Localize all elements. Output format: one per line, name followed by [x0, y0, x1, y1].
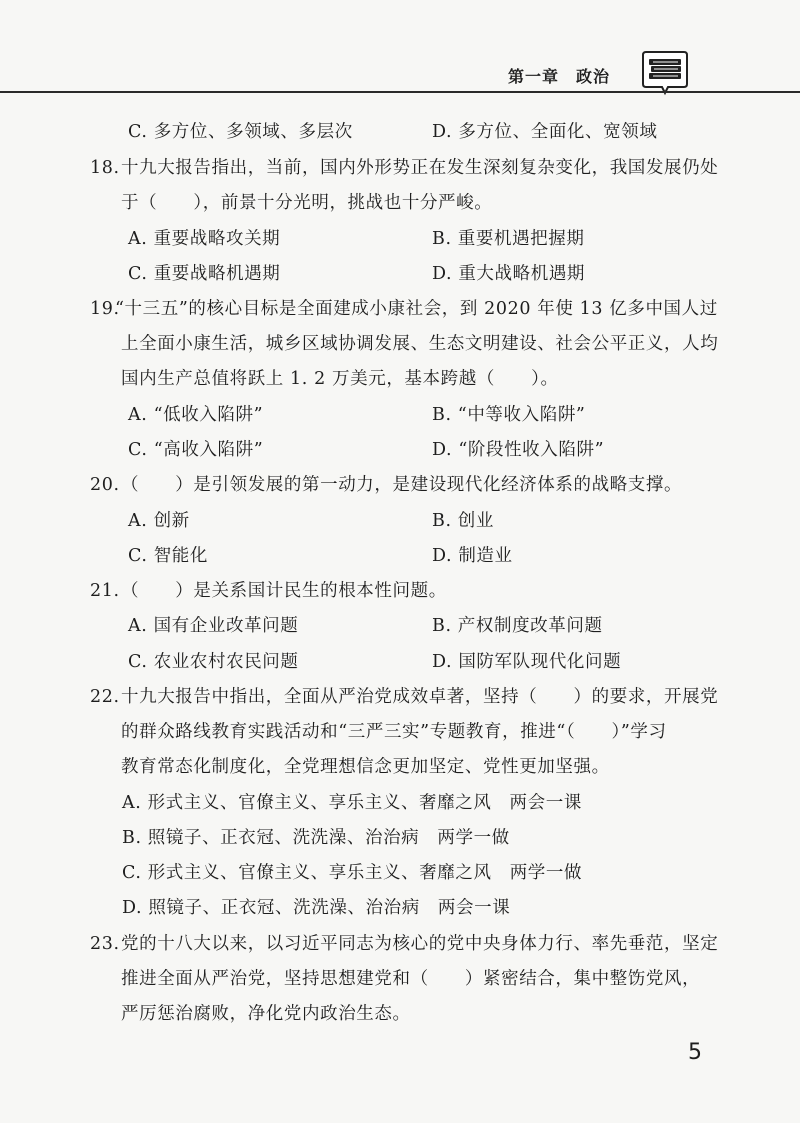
option-b: B. “中等收入陷阱”: [432, 405, 586, 425]
question-stem-line: 教育常态化制度化，全党理想信念更加坚定、党性更加坚强。: [121, 757, 610, 777]
question-stem-line: 十九大报告指出，当前，国内外形势正在发生深刻复杂变化，我国发展仍处: [121, 158, 719, 178]
option-d: D. 国防军队现代化问题: [432, 652, 622, 672]
option-c: C. 重要战略机遇期: [128, 264, 281, 284]
question-stem-line: 于（ ），前景十分光明，挑战也十分严峻。: [121, 193, 493, 213]
option-a: A. 重要战略攻关期: [128, 229, 281, 249]
question-number: 20.: [90, 475, 120, 495]
option-c: C. 多方位、多领域、多层次: [128, 122, 353, 142]
question-stem-line: 的群众路线教育实践活动和“三严三实”专题教育，推进“（ ）”学习: [121, 722, 667, 742]
option-d: D. 制造业: [432, 546, 513, 566]
question-number: 18.: [90, 158, 120, 178]
option-c: C. 形式主义、官僚主义、享乐主义、奢靡之风 两学一做: [122, 863, 583, 883]
option-d: D. 重大战略机遇期: [432, 264, 586, 284]
option-d: D. 多方位、全面化、宽领域: [432, 122, 658, 142]
option-a: A. “低收入陷阱”: [128, 405, 264, 425]
page-number: 5: [688, 1040, 702, 1065]
option-b: B. 产权制度改革问题: [432, 616, 603, 636]
question-stem-line: 严厉惩治腐败，净化党内政治生态。: [121, 1004, 411, 1024]
question-number: 21.: [90, 581, 120, 601]
option-a: A. 创新: [128, 511, 190, 531]
question-stem-line: 推进全面从严治党，坚持思想建党和（ ）紧密结合，集中整饬党风，: [121, 969, 701, 989]
chapter-title: 第一章 政治: [508, 67, 611, 86]
option-b: B. 照镜子、正衣冠、洗洗澡、治治病 两学一做: [122, 828, 510, 848]
option-a: A. 国有企业改革问题: [128, 616, 299, 636]
question-number: 22.: [90, 687, 120, 707]
question-number: 19.: [90, 299, 120, 319]
option-a: A. 形式主义、官僚主义、享乐主义、奢靡之风 两会一课: [122, 793, 582, 813]
header-divider: [0, 91, 800, 93]
option-b: B. 创业: [432, 511, 494, 531]
option-c: C. 农业农村农民问题: [128, 652, 299, 672]
option-d: D. “阶段性收入陷阱”: [432, 440, 605, 460]
option-c: C. “高收入陷阱”: [128, 440, 264, 460]
question-stem-line: 十九大报告中指出，全面从严治党成效卓著，坚持（ ）的要求，开展党: [121, 687, 719, 707]
question-stem-line: “十三五”的核心目标是全面建成小康社会，到 2020 年使 13 亿多中国人过: [115, 299, 718, 319]
question-number: 23.: [90, 934, 120, 954]
question-stem-line: 上全面小康生活，城乡区域协调发展、生态文明建设、社会公平正义，人均: [121, 334, 719, 354]
option-c: C. 智能化: [128, 546, 208, 566]
question-stem-line: （ ）是引领发展的第一动力，是建设现代化经济体系的战略支撑。: [121, 475, 683, 495]
book-stack-icon: [640, 48, 690, 96]
question-stem-line: 国内生产总值将跃上 1. 2 万美元，基本跨越（ ）。: [121, 369, 559, 389]
question-stem-line: （ ）是关系国计民生的根本性问题。: [121, 581, 447, 601]
question-stem-line: 党的十八大以来，以习近平同志为核心的党中央身体力行、率先垂范，坚定: [121, 934, 719, 954]
option-b: B. 重要机遇把握期: [432, 229, 585, 249]
option-d: D. 照镜子、正衣冠、洗洗澡、治治病 两会一课: [122, 898, 511, 918]
